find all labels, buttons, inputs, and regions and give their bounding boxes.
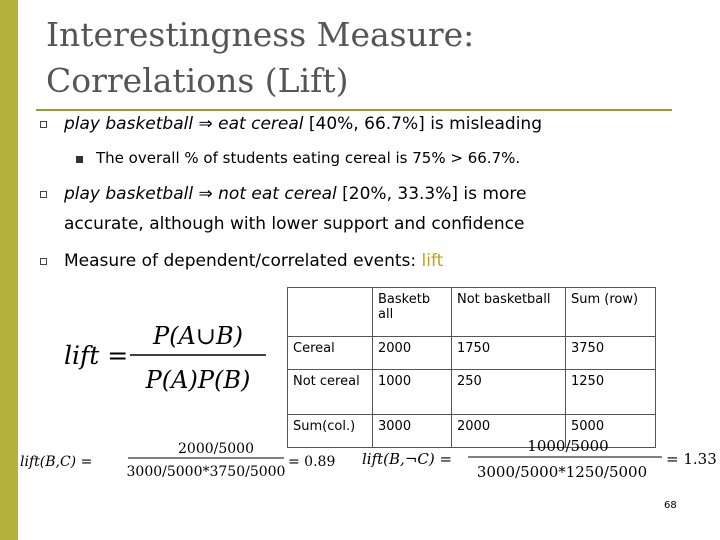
lift-formula-lhs: lift = (64, 341, 129, 370)
table-header-cell: Sum (row) (566, 288, 656, 337)
bullet-2-consequent: not eat cereal (218, 184, 337, 204)
table-cell: 3750 (566, 337, 656, 370)
sub-bullet-1: The overall % of students eating cereal is 75% > 66.7%. (96, 149, 521, 167)
sub-bullet-marker (76, 156, 83, 163)
slide-accent-bar (0, 0, 18, 540)
table-cell: 1000 (373, 370, 452, 415)
lift-example-2 (362, 430, 718, 488)
table-cell: 5000 (566, 415, 656, 448)
implies-arrow: ⇒ (198, 114, 213, 134)
lift-formula (60, 312, 270, 398)
lift-example-2-lhs: lift(B,¬C) = (362, 450, 453, 468)
table-cell: Sum(col.) (288, 415, 373, 448)
bullet-3-text: Measure of dependent/correlated events: (64, 251, 417, 271)
lift-example-2-result: = 1.33 (666, 450, 717, 468)
bullet-2-lead: play basketball (64, 184, 194, 204)
bullet-3 (64, 251, 443, 271)
table-row (288, 370, 656, 415)
bullet-1-bracket: [40%, 66.7%] (308, 114, 425, 134)
table-cell: 2000 (452, 415, 566, 448)
bullet-1 (64, 114, 542, 134)
bullet-marker (40, 258, 47, 265)
table-cell: 2000 (373, 337, 452, 370)
table-header-row (288, 288, 656, 337)
page-number: 68 (664, 500, 677, 511)
bullet-2 (64, 184, 526, 204)
bullet-2-bracket: [20%, 33.3%] is more (342, 184, 527, 204)
lift-example-1-numerator: 2000/5000 (178, 441, 254, 457)
table-cell: 1250 (566, 370, 656, 415)
table-cell: 1750 (452, 337, 566, 370)
table-row (288, 337, 656, 370)
implies-arrow: ⇒ (198, 184, 213, 204)
title-divider (36, 109, 672, 111)
table-cell: Not cereal (288, 370, 373, 415)
lift-example-1 (20, 432, 350, 488)
lift-example-1-lhs: lift(B,C) = (20, 454, 93, 470)
lift-example-2-numerator: 1000/5000 (527, 437, 609, 455)
table-header-cell: Basketb all (373, 288, 452, 337)
lift-example-1-result: = 0.89 (288, 454, 336, 470)
table-header-cell (288, 288, 373, 337)
table-cell: 250 (452, 370, 566, 415)
lift-example-1-denominator: 3000/5000*3750/5000 (126, 464, 286, 480)
bullet-1-rest: is misleading (430, 114, 542, 134)
bullet-1-lead: play basketball (64, 114, 194, 134)
bullet-marker (40, 191, 47, 198)
table-cell: Cereal (288, 337, 373, 370)
slide-title: Interestingness Measure: Correlations (Lift) (46, 15, 475, 100)
contingency-table (287, 287, 656, 448)
lift-formula-denominator: P(A)P(B) (145, 366, 251, 394)
bullet-1-consequent: eat cereal (218, 114, 304, 134)
table-header-cell: Not basketball (452, 288, 566, 337)
lift-formula-numerator: P(A∪B) (153, 322, 243, 350)
lift-example-2-denominator: 3000/5000*1250/5000 (476, 463, 648, 481)
bullet-marker (40, 121, 47, 128)
bullet-2-continuation: accurate, although with lower support and confidence (64, 214, 525, 234)
bullet-3-highlight: lift (421, 251, 444, 271)
table-cell: 3000 (373, 415, 452, 448)
